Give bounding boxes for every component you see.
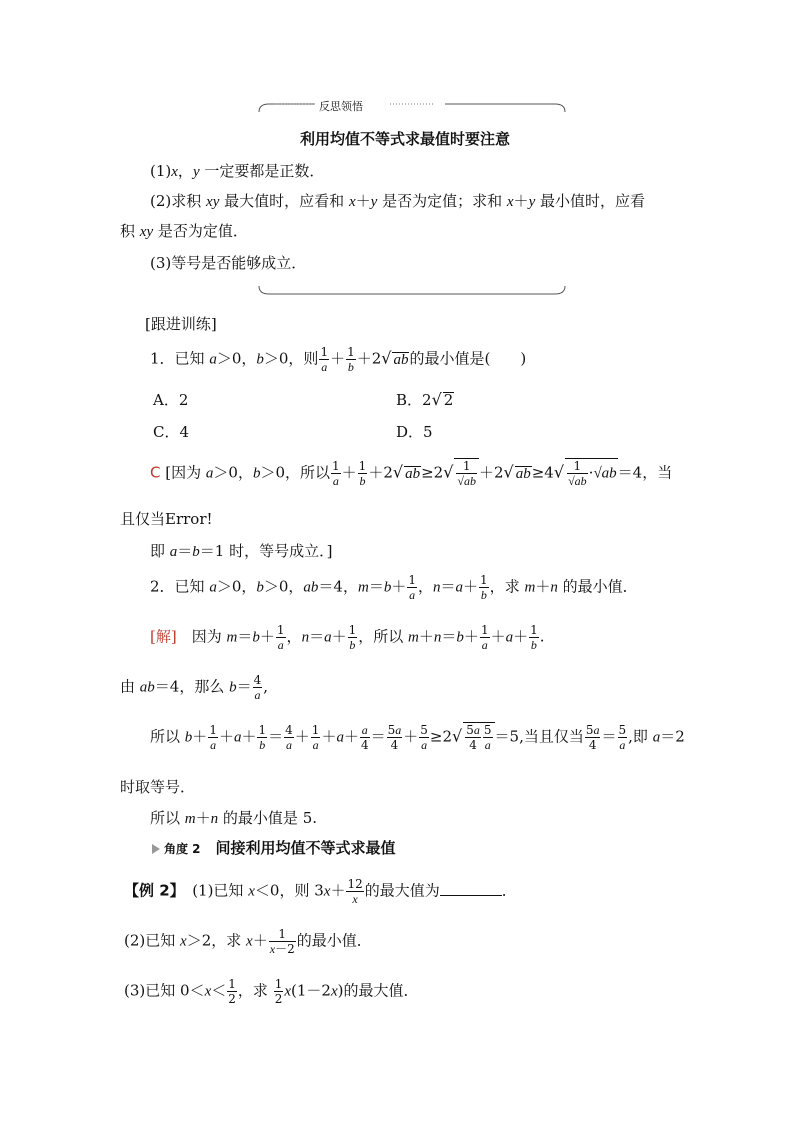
option-a: A．2 bbox=[153, 391, 189, 409]
answer-letter: C bbox=[150, 463, 161, 482]
question-2: 2．已知 a＞0，b＞0，ab＝4，m＝b＋ $\frac{1}{a}$ ，n＝a＋ $\frac{1}{b}$ ，求 m＋n 的最小值． bbox=[150, 573, 638, 602]
solution-tag: [解] bbox=[150, 627, 177, 646]
training-header: [跟进训练] bbox=[145, 315, 217, 333]
answer-1-line2: 且仅当Error! bbox=[120, 510, 213, 528]
option-c: C．4 bbox=[153, 423, 190, 441]
solution-line-4: 时取等号． bbox=[120, 778, 196, 796]
angle-heading: 角度 2 间接利用均值不等式求最值 bbox=[152, 837, 396, 858]
triangle-marker-icon bbox=[152, 844, 160, 854]
option-d: D．5 bbox=[396, 423, 433, 441]
example-2-part-3: (3)已知 0＜x＜ $\frac{1}{2}$ ，求 $\frac{1}{2}$ x(1－2x)的最大值． bbox=[124, 977, 419, 1006]
example-2-part-2: (2)已知 x＞2，求 x＋ $\frac{1}{x-2}$ 的最小值． bbox=[124, 927, 372, 956]
answer-blank bbox=[440, 883, 502, 896]
solution-line-2: 由 ab＝4，那么 b＝ $\frac{4}{a}$ , bbox=[120, 673, 269, 702]
answer-1: C [因为 a＞0，b＞0，所以 $\frac{1}{a}$ ＋ $\frac{1}{b}$ ＋2√ ab≥2√ $\frac{1}{√ab}$ ＋2√ ab≥4√ $\frac{1}{√ab}$ ·√ab＝4，当 bbox=[150, 459, 673, 488]
option-b: B．2√ 2 bbox=[396, 390, 454, 409]
example-tag: 【例 2】 bbox=[124, 881, 178, 900]
solution-final: 所以 m＋n 的最小值是 5. bbox=[150, 809, 318, 827]
box-item-3: (3)等号是否能够成立． bbox=[150, 254, 307, 272]
answer-1-line3: 即 a＝b＝1 时，等号成立．] bbox=[150, 542, 333, 560]
box-item-1: (1)x，y 一定要都是正数． bbox=[150, 162, 325, 180]
box-title: 利用均值不等式求最值时要注意 bbox=[300, 130, 511, 148]
box-item-2: (2)求积 xy 最大值时，应看和 x＋y 是否为定值；求和 x＋y 最小值时，应看 bbox=[150, 192, 646, 210]
question-1: 1．已知 a＞0，b＞0，则 $\frac{1}{a}$ ＋ $\frac{1}{b}$ ＋2√ ab的最小值是( ) bbox=[150, 345, 527, 374]
box-item-2-cont: 积 xy 是否为定值． bbox=[120, 222, 248, 240]
example-2-part-1: 【例 2】 (1)已知 x＜0，则 3x＋ $\frac{12}{x}$ 的最大值为 ． bbox=[124, 877, 517, 906]
solution-line-3: 所以 b＋ $\frac{1}{a}$ ＋a＋ $\frac{1}{b}$ ＝ $\frac{4}{a}$ ＋ $\frac{1}{a}$ ＋a＋ $\frac{a}{4}$ ＝ $\frac{5a}{4}$ ＋ $\frac{5}{a}$ ≥2√ $\frac{5a}{4}$ $\frac{5}{a}$ ＝5,当且仅当 $\frac{5a}{4}$ ＝ $\frac{5}{a}$ ,即 a＝2 bbox=[150, 723, 685, 752]
box-label: 反思领悟 bbox=[316, 98, 366, 114]
solution-line-1: [解] 因为 m＝b＋ $\frac{1}{a}$ ，n＝a＋ $\frac{1}{b}$ ，所以 m＋n＝b＋ $\frac{1}{a}$ ＋a＋ $\frac{1}{b}$ . bbox=[150, 623, 545, 652]
